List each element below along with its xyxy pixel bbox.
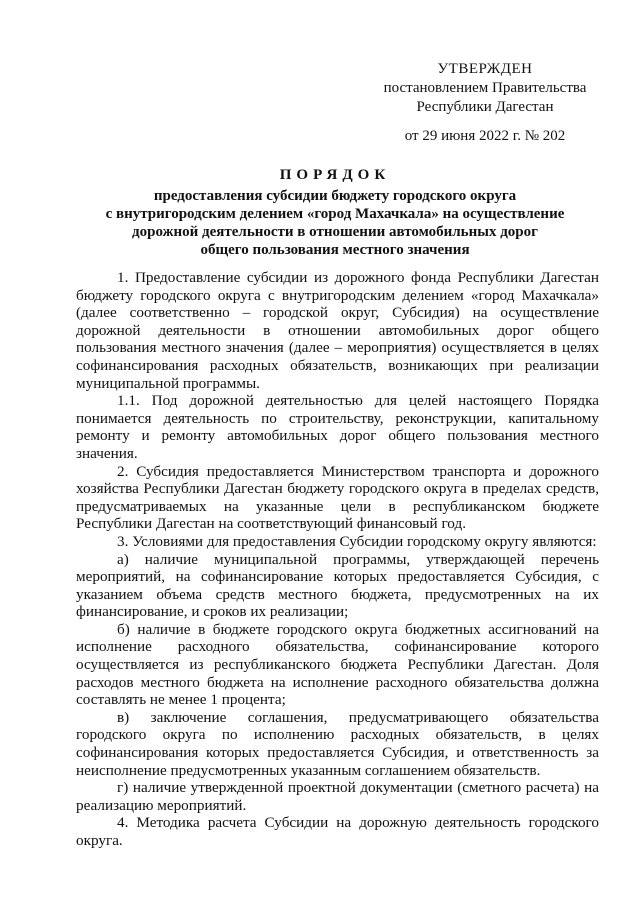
approval-line-2: Республики Дагестан (416, 99, 554, 115)
title-line-1: предоставления субсидии бюджету городского округа (153, 188, 517, 204)
body-line: бюджету городского округа с внутригородским делением «город Махачкала» (76, 286, 599, 304)
body-line: хозяйства Республики Дагестан бюджету городского округа в пределах средств, (76, 480, 599, 498)
body-line: муниципальной программы. (76, 374, 260, 392)
body-line: исполнение расходного обязательства, софинансирование которого (76, 638, 599, 656)
body-line: Республики Дагестан на соответствующий финансовый год. (76, 515, 466, 533)
body-line: реализацию мероприятий. (76, 796, 247, 814)
body-line: а) наличие муниципальной программы, утверждающей перечень (117, 550, 599, 568)
title-line-2: с внутригородским делением «город Махачкала» на осуществление (105, 206, 565, 222)
body-line: софинансирования расходных обязательств, возникающих при реализации (76, 356, 599, 374)
body-line: значения. (76, 444, 138, 462)
body-line: предусматриваемых на указанные цели в республиканском бюджете (76, 497, 599, 515)
body-line: округа. (76, 832, 123, 849)
body-line: указанием объема средств местного бюджета, предусмотренных на их (76, 585, 599, 603)
body-line: (далее соответственно – городской округ, Субсидия) на осуществление (76, 304, 599, 322)
body-line: 3. Условиями для предоставления Субсидии городскому округу являются: (117, 532, 597, 550)
approval-stamp (355, 60, 615, 146)
body-line: городского округа по исполнению расходных обязательств, в целях (76, 726, 599, 744)
approval-date: от 29 июня 2022 г. № 202 (404, 128, 566, 144)
body-line: дорожной деятельности в отношении автомобильных дорог общего (76, 321, 599, 339)
body-line: неисполнение предусмотренных указанным соглашением обязательств. (76, 761, 541, 779)
body-line: софинансирования которых предоставляется Субсидия, и ответственность за (76, 744, 599, 762)
approval-title: УТВЕРЖДЕН (437, 61, 533, 77)
document-title (70, 166, 600, 259)
approval-line-1: постановлением Правительства (383, 80, 587, 96)
body-line: мероприятий, на софинансирование которых предоставляется Субсидия, с (76, 568, 599, 586)
body-line: 4. Методика расчета Субсидии на дорожную деятельность городского (117, 814, 599, 832)
body-line: б) наличие в бюджете городского округа бюджетных ассигнований на (117, 620, 599, 638)
body-line: г) наличие утвержденной проектной документации (сметного расчета) на (117, 779, 599, 797)
body-line: составлять не менее 1 процента; (76, 691, 286, 709)
body-line: финансирование, и сроков их реализации; (76, 603, 349, 621)
body-line: 2. Субсидия предоставляется Министерством транспорта и дорожного (117, 462, 599, 480)
body-line: пользования местного значения (далее – мероприятия) осуществляется в целях (76, 339, 599, 357)
title-line-3: дорожной деятельности в отношении автомобильных дорог (132, 224, 538, 240)
document-body (76, 269, 599, 850)
body-line: 1. Предоставление субсидии из дорожного фонда Республики Дагестан (117, 269, 599, 286)
title-line-4: общего пользования местного значения (200, 242, 470, 258)
body-line: понимается деятельность по строительству, реконструкции, капитальному (76, 409, 599, 427)
body-line: осуществляется из республиканского бюджета Республики Дагестан. Доля (76, 656, 599, 674)
body-line: в) заключение соглашения, предусматривающего обязательства (117, 708, 599, 726)
document-heading: ПОРЯДОК (279, 167, 391, 183)
body-line: ремонту и ремонту автомобильных дорог общего пользования местного (76, 427, 599, 445)
body-line: расходов местного бюджета на исполнение расходного обязательства должна (76, 673, 599, 691)
body-line: 1.1. Под дорожной деятельностью для целей настоящего Порядка (117, 392, 599, 410)
